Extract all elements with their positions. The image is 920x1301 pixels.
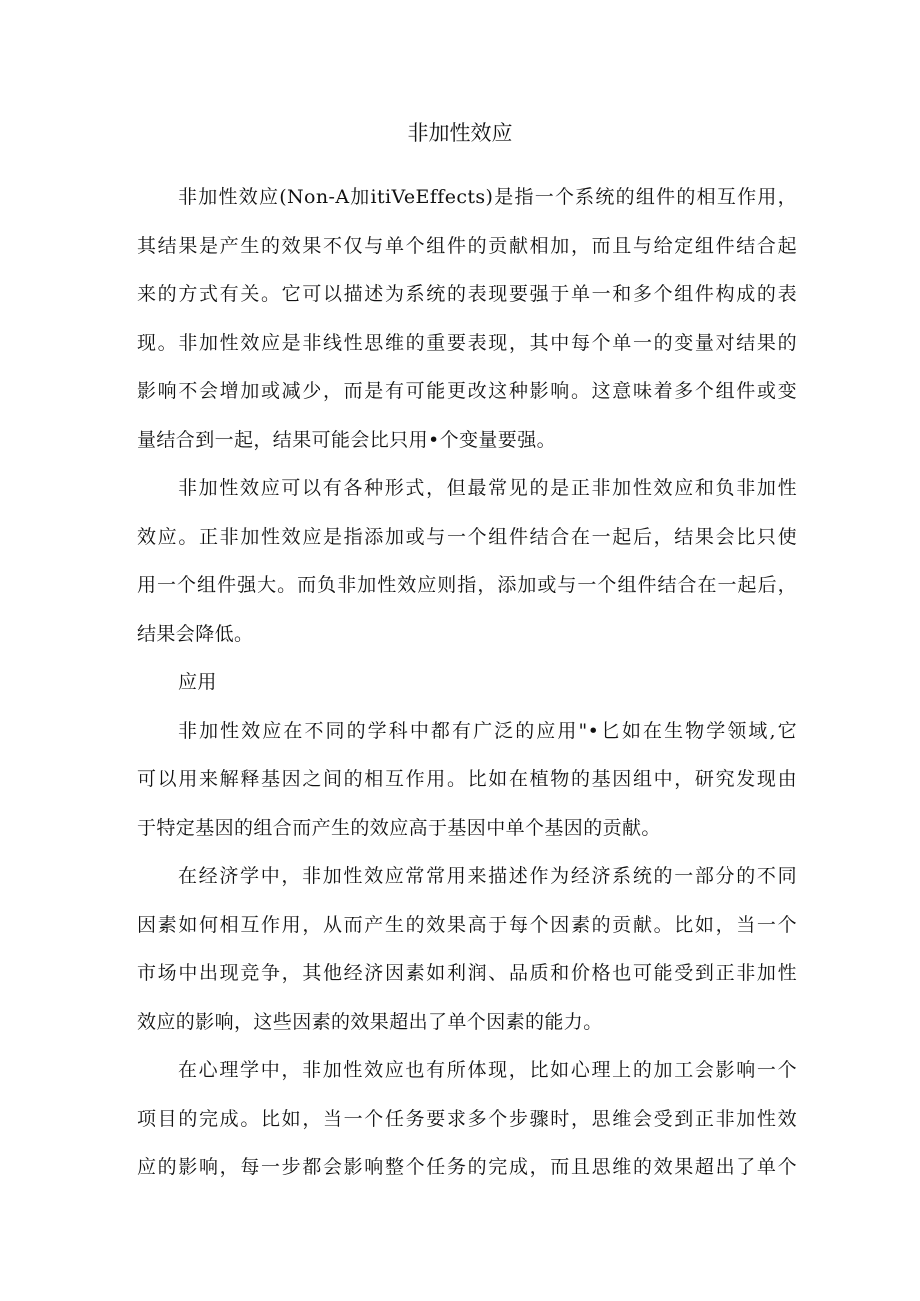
- text-line: 效应的影响，这些因素的效果超出了单个因素的能力。: [137, 1010, 603, 1033]
- text-line: 在心理学中，非加性效应也有所体现，比如心理上的加工会影响一个: [178, 1059, 797, 1081]
- text-line: 用一个组件强大。而负非加性效应则指，添加或与一个组件结合在一起后，: [137, 574, 797, 596]
- document-title: 非加性效应: [407, 121, 513, 145]
- text-line: 结果会降低。: [137, 622, 254, 645]
- document-body: [137, 178, 797, 1197]
- text-line: 量结合到一起，结果可能会比只用•个变量要强。: [137, 428, 557, 451]
- text-line: 影响不会增加或减少，而是有可能更改这种影响。这意味着多个组件或变: [137, 380, 797, 402]
- text-line: 应的影响，每一步都会影响整个任务的完成，而且思维的效果超出了单个: [137, 1156, 797, 1178]
- text-line: 现。非加性效应是非线性思维的重要表现，其中每个单一的变量对结果的: [137, 331, 797, 354]
- text-line: 市场中出现竞争，其他经济因素如利润、品质和价格也可能受到正非加性: [137, 962, 797, 984]
- text-line: 效应。正非加性效应是指添加或与一个组件结合在一起后，结果会比只使: [137, 525, 797, 548]
- text-line: 可以用来解释基因之间的相互作用。比如在植物的基因组中，研究发现由: [137, 768, 797, 790]
- section-heading: 应用: [178, 671, 217, 693]
- text-line: 在经济学中，非加性效应常常用来描述作为经济系统的一部分的不同: [178, 865, 797, 887]
- text-line: 于特定基因的组合而产生的效应高于基因中单个基因的贡献。: [137, 816, 661, 839]
- text-line: 因素如何相互作用，从而产生的效果高于每个因素的贡献。比如，当一个: [137, 913, 797, 936]
- text-line: 非加性效应在不同的学科中都有广泛的应用"•匕如在生物学领域,它: [178, 719, 797, 742]
- text-line: 来的方式有关。它可以描述为系统的表现要强于单一和多个组件构成的表: [137, 283, 797, 305]
- text-line: 项目的完成。比如，当一个任务要求多个步骤时，思维会受到正非加性效: [137, 1107, 797, 1130]
- text-line: 其结果是产生的效果不仅与单个组件的贡献相加，而且与给定组件结合起: [137, 234, 797, 257]
- text-line: 非加性效应(Non-A加itiVeEffects)是指一个系统的组件的相互作用，: [178, 186, 797, 208]
- text-line: 非加性效应可以有各种形式，但最常见的是正非加性效应和负非加性: [178, 477, 797, 499]
